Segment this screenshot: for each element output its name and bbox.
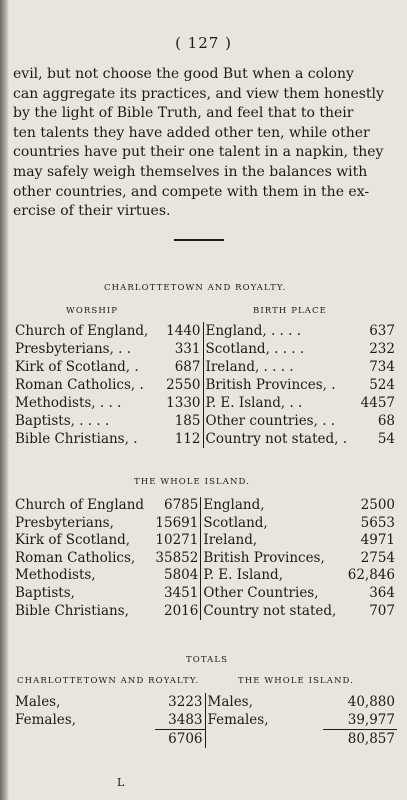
birthplace-label: Ireland, . . . . [205, 359, 294, 375]
birth-place-header: BIRTH PLACE [253, 306, 327, 316]
totals-right-count: 39,977 [347, 712, 395, 728]
table-row [13, 711, 397, 730]
page-gutter-shadow [0, 0, 9, 800]
birthplace-count: 364 [369, 584, 395, 601]
page-number: ( 127 ) [175, 34, 232, 52]
table-row [13, 412, 397, 430]
birthplace-label: British Provinces, [203, 549, 325, 566]
worship-count: 112 [155, 430, 203, 448]
charlottetown-table [13, 322, 397, 448]
worship-count: 3451 [153, 585, 200, 603]
birthplace-label: P. E. Island, . . [205, 395, 303, 411]
table-row [13, 693, 397, 711]
section2-title: THE WHOLE ISLAND. [134, 477, 250, 487]
worship-label: Methodists, . . . [15, 395, 122, 411]
worship-count: 2016 [153, 603, 200, 621]
totals-right-label: Males, [207, 694, 253, 710]
table-row [13, 585, 397, 603]
table-row [13, 497, 397, 515]
left-grand-total: 6706 [155, 730, 205, 749]
worship-label: Bible Christians, [15, 602, 129, 619]
birthplace-count: 2500 [360, 497, 395, 513]
table-row [13, 322, 397, 340]
birthplace-label: Country not stated, . [205, 431, 348, 447]
worship-count: 1440 [155, 322, 203, 340]
worship-label: Church of England [15, 497, 145, 513]
section-divider [174, 239, 224, 241]
table-row [13, 430, 397, 448]
birthplace-label: England, . . . . [205, 323, 302, 339]
totals-right-header: THE WHOLE ISLAND. [238, 676, 354, 686]
birthplace-count: 62,846 [347, 567, 395, 584]
birthplace-count: 232 [369, 341, 395, 357]
worship-header: WORSHIP [66, 306, 119, 316]
totals-table [13, 693, 397, 748]
totals-sum-row [13, 730, 397, 749]
birthplace-count: 707 [369, 602, 395, 619]
worship-count: 6785 [153, 497, 200, 515]
totals-left-label: Females, [15, 712, 76, 729]
worship-count: 687 [155, 358, 203, 376]
table-row [13, 394, 397, 412]
table-row [13, 603, 397, 621]
totals-right-count: 40,880 [347, 694, 395, 710]
worship-label: Methodists, [15, 567, 96, 584]
birthplace-count: 4971 [360, 532, 395, 549]
birthplace-label: Other Countries, [203, 584, 319, 601]
table-row [13, 358, 397, 376]
totals-title: TOTALS [186, 655, 229, 665]
worship-label: Presbyterians, . . [15, 341, 132, 357]
table-row [13, 550, 397, 568]
worship-count: 185 [155, 412, 203, 430]
worship-label: Bible Christians, . [15, 431, 138, 447]
totals-left-count: 3483 [155, 711, 205, 730]
birthplace-count: 637 [369, 323, 395, 339]
birthplace-label: British Provinces, . [205, 377, 336, 393]
birthplace-label: Scotland, [203, 514, 268, 531]
birthplace-label: England, [203, 497, 265, 513]
birthplace-count: 68 [377, 413, 395, 429]
birthplace-count: 734 [369, 359, 395, 375]
worship-label: Church of England, [15, 323, 149, 339]
totals-left-label: Males, [15, 694, 61, 710]
worship-count: 15691 [153, 515, 200, 533]
birthplace-label: Ireland, [203, 532, 258, 549]
birthplace-count: 2754 [360, 549, 395, 566]
worship-label: Presbyterians, [15, 514, 114, 531]
worship-label: Roman Catholics, . [15, 377, 144, 393]
worship-count: 2550 [155, 376, 203, 394]
whole-island-table [13, 497, 397, 620]
birthplace-label: Other countries, . . [205, 413, 336, 429]
birthplace-label: P. E. Island, [203, 567, 283, 584]
signature-mark: L [117, 776, 125, 789]
birthplace-count: 4457 [360, 395, 395, 411]
table-row [13, 532, 397, 550]
worship-label: Baptists, [15, 584, 75, 601]
worship-count: 331 [155, 340, 203, 358]
prose-paragraph: evil, but not choose the good But when a colony can aggregate its practices, and view them honestly by the light of Bible Truth, and feel that to their ten talents they have added other ten, while other countries have put their one talent in a napkin, they may safely weigh themselves in the balances with other countries, and compete with them in the ex- ercise of their virtues. [13, 66, 384, 220]
birthplace-label: Country not stated, [203, 602, 337, 619]
worship-label: Kirk of Scotland, [15, 532, 131, 549]
worship-label: Roman Catholics, [15, 549, 136, 566]
worship-label: Kirk of Scotland, . [15, 359, 139, 375]
totals-right-label: Females, [207, 712, 269, 729]
birthplace-count: 5653 [360, 514, 395, 531]
table-row [13, 340, 397, 358]
table-row [13, 376, 397, 394]
worship-count: 10271 [153, 532, 200, 550]
table-row [13, 515, 397, 533]
birthplace-count: 54 [377, 431, 395, 447]
birthplace-label: Scotland, . . . . [205, 341, 305, 357]
worship-count: 35852 [153, 550, 200, 568]
worship-count: 5804 [153, 567, 200, 585]
section1-title: CHARLOTTETOWN AND ROYALTY. [104, 283, 287, 293]
worship-label: Baptists, . . . . [15, 413, 110, 429]
table-row [13, 567, 397, 585]
birthplace-count: 524 [369, 377, 395, 393]
worship-count: 1330 [155, 394, 203, 412]
totals-left-header: CHARLOTTETOWN AND ROYALTY. [17, 676, 200, 686]
totals-left-count: 3223 [155, 693, 205, 711]
right-grand-total: 80,857 [323, 730, 397, 749]
